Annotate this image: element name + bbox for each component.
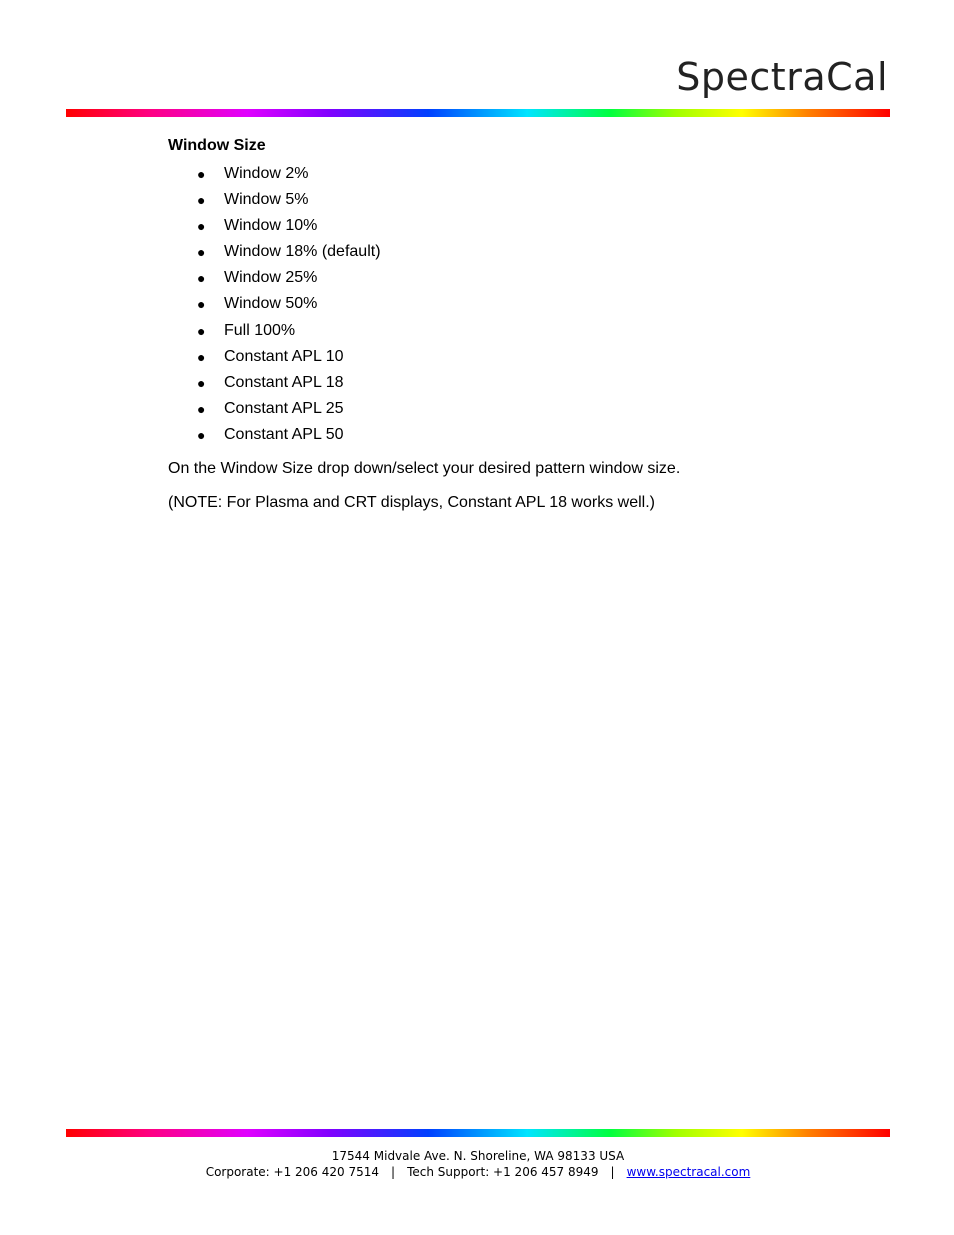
bullet-icon: ● [197,270,206,287]
list-item [168,265,858,291]
section-heading: Window Size [168,137,266,154]
list-item-label: Constant APL 50 [224,425,344,443]
list-item [168,161,858,187]
list-item [168,291,858,317]
footer-separator: | [610,1165,615,1179]
note-paragraph: (NOTE: For Plasma and CRT displays, Constant APL 18 works well.) [168,494,655,512]
list-item-label: Constant APL 18 [224,373,344,391]
list-item [168,396,858,422]
spectracal-logo: SpectraCal [676,55,888,99]
list-item [168,239,858,265]
footer-support-phone: Tech Support: +1 206 457 8949 [407,1165,599,1179]
page-footer [66,1148,890,1180]
rainbow-divider-bottom [66,1129,890,1137]
list-item [168,422,858,448]
list-item [168,344,858,370]
footer-corporate-phone: Corporate: +1 206 420 7514 [205,1165,380,1179]
list-item-label: Constant APL 10 [224,347,344,365]
footer-separator: | [391,1165,396,1179]
list-item [168,370,858,396]
list-item [168,187,858,213]
list-item [168,318,858,344]
bullet-icon: ● [197,374,206,391]
bullet-icon: ● [197,322,206,339]
list-item-label: Window 18% (default) [224,243,381,261]
list-item-label: Window 5% [224,191,309,209]
list-item-label: Window 10% [224,217,318,235]
website-link[interactable]: www.spectracal.com [626,1165,751,1179]
bullet-icon: ● [197,426,206,443]
window-size-list [168,161,858,448]
bullet-icon: ● [197,192,206,209]
bullet-icon: ● [197,400,206,417]
list-item-label: Full 100% [224,321,296,339]
footer-address: 17544 Midvale Ave. N. Shoreline, WA 98133 USA [331,1149,625,1163]
list-item-label: Constant APL 25 [224,399,344,417]
bullet-icon: ● [197,348,206,365]
document-body [168,135,858,514]
instruction-paragraph: On the Window Size drop down/select your desired pattern window size. [168,460,681,478]
footer-contact-line [66,1164,890,1180]
list-item-label: Window 2% [224,165,309,182]
bullet-icon: ● [197,296,206,313]
list-item-label: Window 25% [224,269,318,287]
rainbow-divider-top [66,109,890,117]
bullet-icon: ● [197,218,206,235]
list-item [168,213,858,239]
bullet-icon: ● [197,166,206,182]
list-item-label: Window 50% [224,295,318,313]
bullet-icon: ● [197,244,206,261]
